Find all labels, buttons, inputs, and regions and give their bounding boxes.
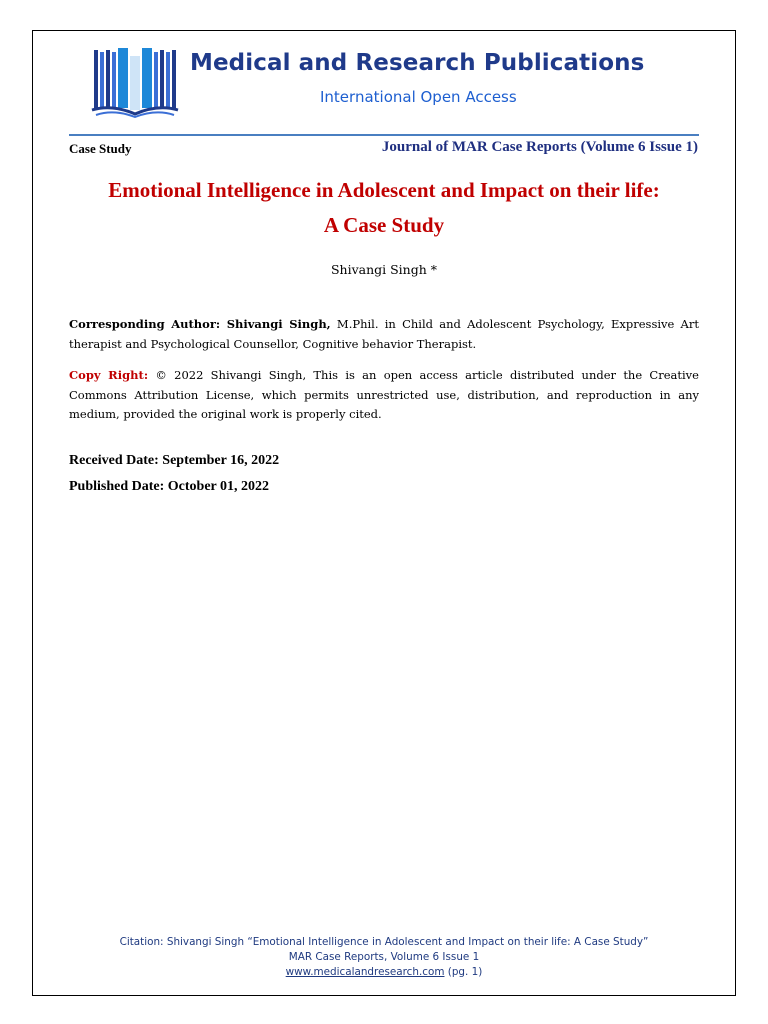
corresponding-author-text: M.Phil. in Child and Adolescent Psychology, Expressive Art therapist and Psychological Counsellor, Cognitive behavior Therapist. bbox=[69, 317, 699, 351]
open-book-logo-icon bbox=[90, 46, 180, 118]
received-date: Received Date: September 16, 2022 bbox=[69, 453, 280, 468]
footer-journal-line: MAR Case Reports, Volume 6 Issue 1 bbox=[288, 951, 480, 963]
copyright-label: Copy Right: bbox=[69, 368, 149, 382]
header-divider bbox=[69, 134, 699, 136]
corresponding-author-paragraph bbox=[69, 315, 699, 354]
copyright-text: © 2022 Shivangi Singh, This is an open access article distributed under the Creative Commons Attribution License, which permits unrestricted use, distribution, and reproduction in any medium, provided the original work is properly cited. bbox=[69, 368, 699, 421]
article-title bbox=[60, 173, 708, 243]
publisher-subtitle: International Open Access bbox=[320, 88, 517, 106]
footer-website-line bbox=[0, 966, 768, 978]
copyright-paragraph bbox=[69, 366, 699, 425]
article-type: Case Study bbox=[69, 141, 132, 156]
page-number: (pg. 1) bbox=[444, 966, 483, 978]
author-name: Shivangi Singh * bbox=[330, 262, 438, 277]
article-title-line-2: A Case Study bbox=[323, 213, 445, 237]
website-link[interactable]: www.medicalandresearch.com bbox=[285, 966, 445, 978]
article-title-line-1: Emotional Intelligence in Adolescent and Impact on their life: bbox=[108, 178, 660, 202]
footer-citation: Citation: Shivangi Singh “Emotional Intelligence in Adolescent and Impact on their life: A Case Study” bbox=[119, 936, 649, 948]
published-date: Published Date: October 01, 2022 bbox=[69, 479, 270, 494]
journal-reference: Journal of MAR Case Reports (Volume 6 Issue 1) bbox=[381, 139, 698, 155]
publisher-name: Medical and Research Publications bbox=[190, 50, 645, 76]
corresponding-author-label: Corresponding Author: Shivangi Singh, bbox=[69, 317, 331, 331]
